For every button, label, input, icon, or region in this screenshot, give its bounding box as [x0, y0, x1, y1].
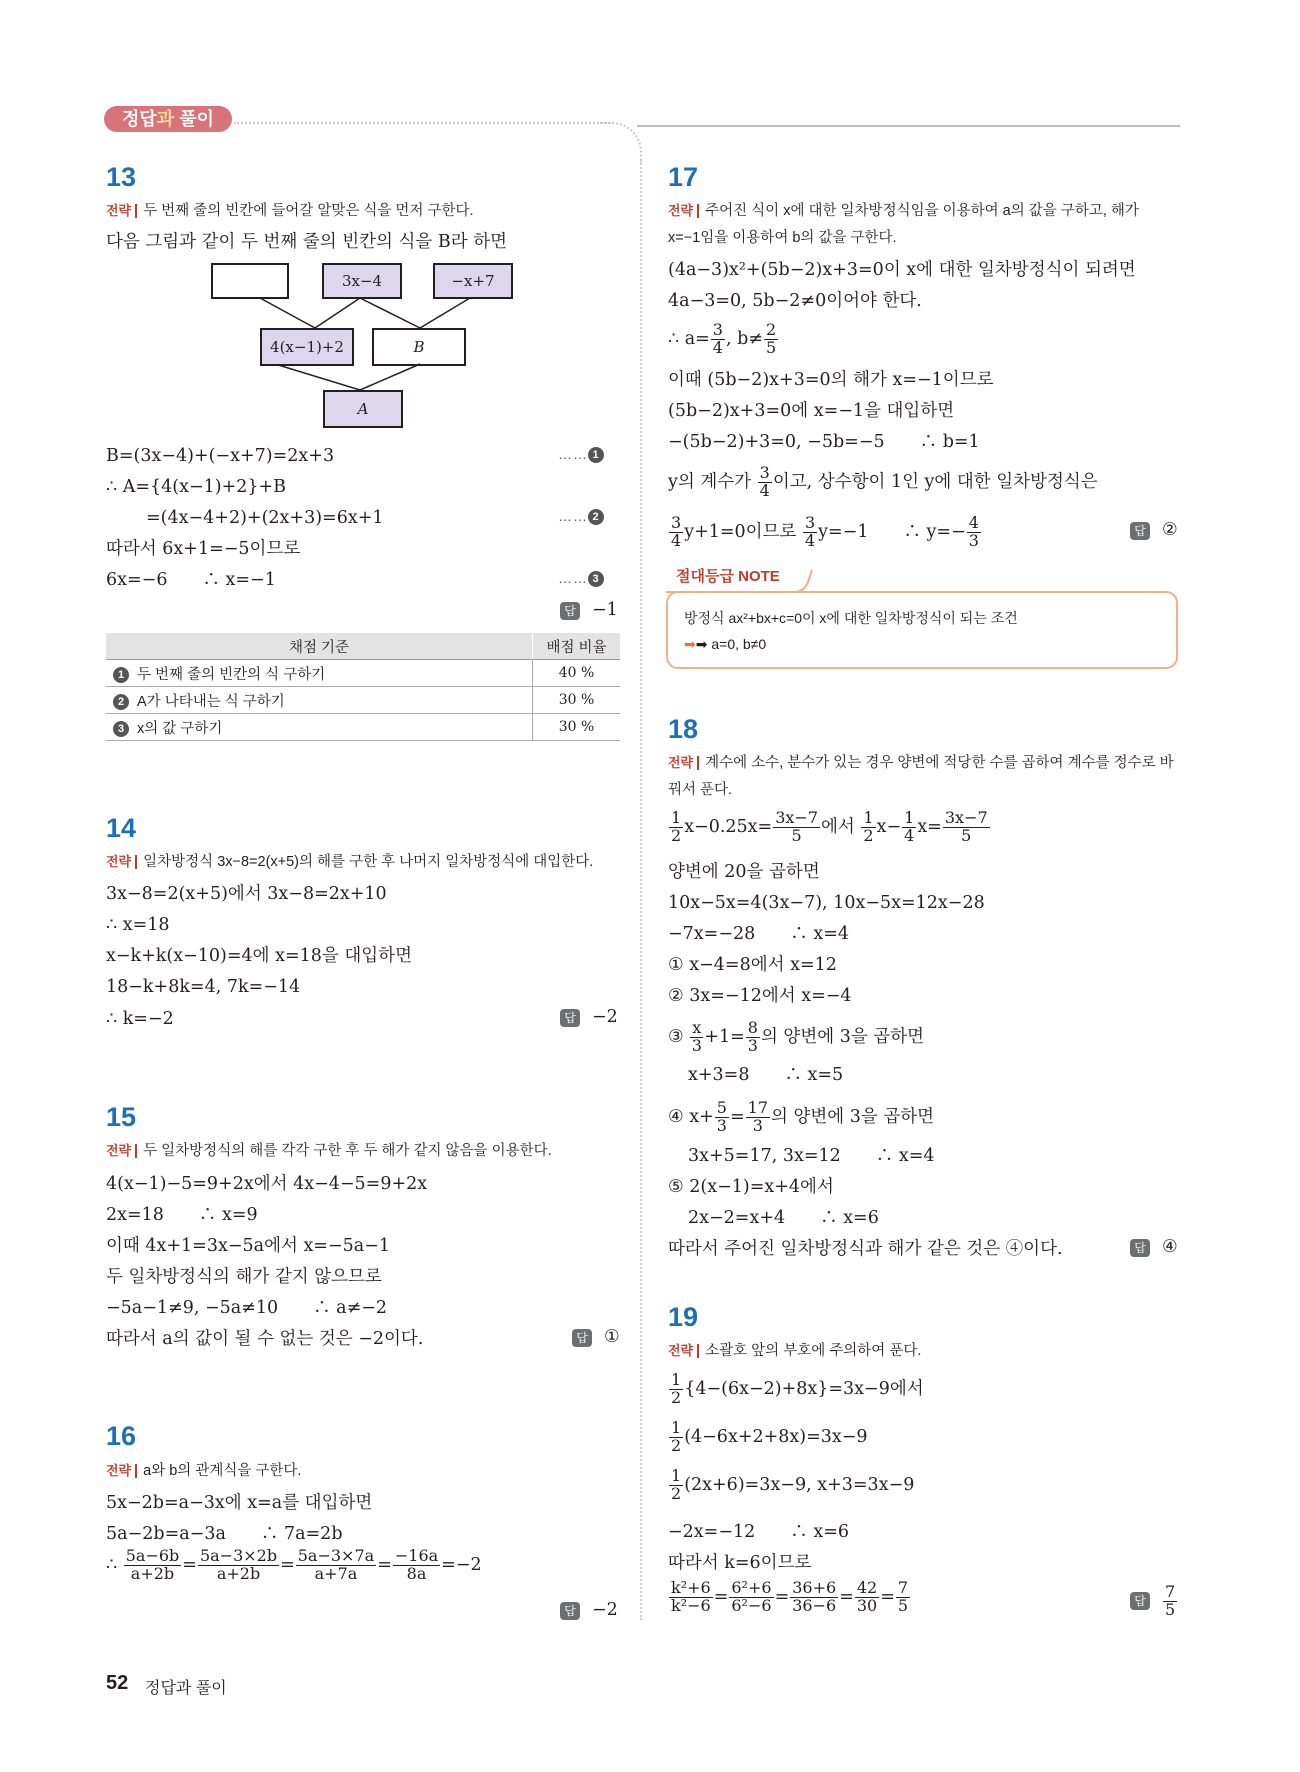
note-tab-outline [666, 562, 816, 594]
scoring-table [106, 633, 620, 741]
header-rule [637, 125, 1180, 127]
question-number-18: 18 [668, 714, 699, 744]
q14-line-5: ∴ k=−2 [106, 1009, 174, 1029]
q13-intro: 다음 그림과 같이 두 번째 줄의 빈칸의 식을 B라 하면 [106, 232, 508, 252]
step-marker-3: …… 3 [558, 570, 604, 587]
q14-line-2: ∴ x=18 [106, 915, 170, 935]
question-number-17: 17 [668, 162, 699, 192]
answer-icon: 답 [560, 1602, 580, 1620]
step-marker-2: …… 2 [558, 508, 604, 525]
q17-line-1: (4a−3)x²+(5b−2)x+3=0이 x에 대한 일차방정식이 되려면 [668, 260, 1136, 280]
answer-icon: 답 [1130, 1592, 1150, 1610]
q18-line-2: 양변에 20을 곱하면 [668, 862, 820, 882]
q16-line-2: 5a−2b=a−3a ∴ 7a=2b [106, 1524, 343, 1544]
strategy-17-cont: x=−1임을 이용하여 b의 값을 구한다. [668, 230, 897, 246]
q17-line-3: ∴ a= $\frac{3}{4}$ , b≠ $\frac{2}{5}$ [668, 320, 777, 357]
strategy-19: 전략 소괄호 앞의 부호에 주의하여 푼다. [668, 1343, 922, 1359]
q17-line-4: 이때 (5b−2)x+3=0의 해가 x=−1이므로 [668, 370, 994, 390]
diagram-box-a: A [323, 390, 403, 428]
table-row: 3 x의 값 구하기 30 % [106, 714, 620, 741]
q15-line-6: 따라서 a의 값이 될 수 없는 것은 −2이다. [106, 1329, 424, 1349]
column-divider-curve [600, 122, 642, 164]
answer-18: 답 ④ [1130, 1237, 1178, 1257]
q13-line-2: ∴ A={4(x−1)+2}+B [106, 477, 287, 497]
answer-17: 답 ② [1130, 520, 1178, 540]
diagram-blank-box [211, 263, 289, 299]
note-line-2: ➡➡ a=0, b≠0 [684, 636, 767, 652]
q14-line-3: x−k+k(x−10)=4에 x=18을 대입하면 [106, 946, 413, 966]
answer-icon: 답 [560, 1009, 580, 1027]
q19-line-6: $\frac{\text{k²+6}}{\text{k²−6}}$ = $\frac{\text{6²+6}}{\text{6²−6}}$ = $\frac{36+6}{36-6}$ = $\frac{42}{30}$ = $\frac{7}{5}$ [671, 1578, 909, 1615]
strategy-15: 전략 두 일차방정식의 해를 각각 구한 후 두 해가 같지 않음을 이용한다. [106, 1143, 552, 1159]
question-number-15: 15 [106, 1102, 137, 1132]
q15-line-5: −5a−1≠9, −5a≠10 ∴ a≠−2 [106, 1298, 388, 1318]
column-divider [640, 160, 642, 1620]
q18-line-3: 10x−5x=4(3x−7), 10x−5x=12x−28 [668, 893, 985, 913]
q17-line-6: −(5b−2)+3=0, −5b=−5 ∴ b=1 [668, 432, 980, 452]
q14-line-1: 3x−8=2(x+5)에서 3x−8=2x+10 [106, 884, 387, 904]
strategy-18: 전략 계수에 소수, 분수가 있는 경우 양변에 적당한 수를 곱하여 계수를 정수로 바 [668, 755, 1174, 771]
q18-line-5: ① x−4=8에서 x=12 [668, 955, 837, 975]
q18-line-8: x+3=8 ∴ x=5 [688, 1065, 844, 1085]
answer-13: 답 −1 [560, 600, 618, 620]
q18-line-1: $\frac{1}{2}$ x−0.25x= $\frac{3x-7}{5}$ 에서 $\frac{1}{2}$ x− $\frac{1}{4}$ x= $\frac{3x-7}{5}$ [671, 808, 988, 845]
note-title: 절대등급 NOTE [676, 568, 780, 585]
diagram-box-3x-4: 3x−4 [322, 263, 402, 299]
q17-line-7: y의 계수가 $\frac{3}{4}$ 이고, 상수항이 1인 y에 대한 일차방정식은 [668, 463, 1098, 500]
step-marker-1: …… 1 [558, 446, 604, 463]
table-header-criteria: 채점 기준 [106, 633, 533, 660]
q15-line-2: 2x=18 ∴ x=9 [106, 1205, 258, 1225]
q15-line-4: 두 일차방정식의 해가 같지 않으므로 [106, 1267, 382, 1287]
q13-line-4: 따라서 6x+1=−5이므로 [106, 539, 301, 559]
answer-16: 답 −2 [560, 1600, 618, 1620]
note-line-1: 방정식 ax²+bx+c=0이 x에 대한 일차방정식이 되는 조건 [684, 610, 1018, 626]
q17-line-2: 4a−3=0, 5b−2≠0이어야 한다. [668, 291, 922, 311]
q19-line-2: $\frac{1}{2}$ (4−6x+2+8x)=3x−9 [671, 1418, 868, 1455]
q18-line-13: 따라서 주어진 일차방정식과 해가 같은 것은 ④이다. [668, 1239, 1063, 1259]
header-tag: 정답과 풀이 [104, 106, 232, 132]
strategy-14: 전략 일차방정식 3x−8=2(x+5)의 해를 구한 후 나머지 일차방정식에 대입한다. [106, 854, 594, 870]
answer-icon: 답 [1130, 522, 1150, 540]
answer-14: 답 −2 [560, 1007, 618, 1027]
q18-line-4: −7x=−28 ∴ x=4 [668, 924, 849, 944]
strategy-13: 전략 두 번째 줄의 빈칸에 들어갈 알맞은 식을 먼저 구한다. [106, 203, 474, 219]
q13-line-1: B=(3x−4)+(−x+7)=2x+3 [106, 446, 335, 466]
q18-line-7: ③ $\frac{x}{3}$ +1= $\frac{8}{3}$ 의 양변에 3을 곱하면 [668, 1018, 925, 1055]
diagram-box-4x-1-2: 4(x−1)+2 [260, 328, 354, 366]
table-header-ratio: 배점 비율 [533, 633, 621, 660]
q14-line-4: 18−k+8k=4, 7k=−14 [106, 977, 301, 997]
answer-icon: 답 [1130, 1239, 1150, 1257]
q18-line-6: ② 3x=−12에서 x=−4 [668, 986, 852, 1006]
strategy-18-cont: 꿔서 푼다. [668, 782, 733, 798]
q18-line-10: 3x+5=17, 3x=12 ∴ x=4 [688, 1146, 935, 1166]
q18-line-11: ⑤ 2(x−1)=x+4에서 [668, 1177, 834, 1197]
question-number-16: 16 [106, 1421, 137, 1451]
header-divider [234, 122, 614, 124]
answer-icon: 답 [572, 1329, 592, 1347]
question-number-19: 19 [668, 1302, 699, 1332]
q16-line-1: 5x−2b=a−3x에 x=a를 대입하면 [106, 1493, 373, 1513]
q19-line-1: $\frac{1}{2}$ {4−(6x−2)+8x}=3x−9에서 [671, 1370, 924, 1407]
diagram-box-b: B [372, 328, 466, 366]
strategy-17: 전략 주어진 식이 x에 대한 일차방정식임을 이용하여 a의 값을 구하고, 해가 [668, 203, 1139, 219]
footer-title: 정답과 풀이 [145, 1680, 227, 1697]
q19-line-3: $\frac{1}{2}$ (2x+6)=3x−9, x+3=3x−9 [671, 1466, 915, 1503]
arrow-icon: ➡ [684, 636, 696, 652]
q16-line-3: ∴ $\frac{5a-6b}{a+2b}$ = $\frac{5a-3\times 2b}{a+2b}$ = $\frac{5a-3\times 7a}{a+7a}$ = $\frac{-16a}{8a}$ =−2 [106, 1546, 482, 1583]
q19-line-4: −2x=−12 ∴ x=6 [668, 1522, 849, 1542]
table-row: 1 두 번째 줄의 빈칸의 식 구하기 40 % [106, 660, 620, 687]
q15-line-3: 이때 4x+1=3x−5a에서 x=−5a−1 [106, 1236, 391, 1256]
page-number: 52 [106, 1672, 129, 1694]
question-number-14: 14 [106, 813, 137, 843]
answer-15: 답 ① [572, 1327, 620, 1347]
question-number-13: 13 [106, 162, 137, 192]
q18-line-9: ④ x+ $\frac{5}{3}$ = $\frac{17}{3}$ 의 양변에 3을 곱하면 [668, 1098, 935, 1135]
q17-line-5: (5b−2)x+3=0에 x=−1을 대입하면 [668, 401, 955, 421]
answer-icon: 답 [560, 602, 580, 620]
q18-line-12: 2x−2=x+4 ∴ x=6 [688, 1208, 879, 1228]
q13-line-5: 6x=−6 ∴ x=−1 [106, 570, 276, 590]
diagram-box-neg-x-7: −x+7 [433, 263, 513, 299]
q15-line-1: 4(x−1)−5=9+2x에서 4x−4−5=9+2x [106, 1174, 428, 1194]
strategy-16: 전략 a와 b의 관계식을 구한다. [106, 1463, 302, 1479]
q17-line-8: $\frac{3}{4}$ y+1=0이므로 $\frac{3}{4}$ y=−1 ∴ y=− $\frac{4}{3}$ [671, 513, 979, 550]
q13-line-3: =(4x−4+2)+(2x+3)=6x+1 [146, 508, 384, 528]
answer-19: 답 $\frac{7}{5}$ [1130, 1584, 1178, 1619]
q19-line-5: 따라서 k=6이므로 [668, 1553, 812, 1573]
table-row: 2 A가 나타내는 식 구하기 30 % [106, 687, 620, 714]
